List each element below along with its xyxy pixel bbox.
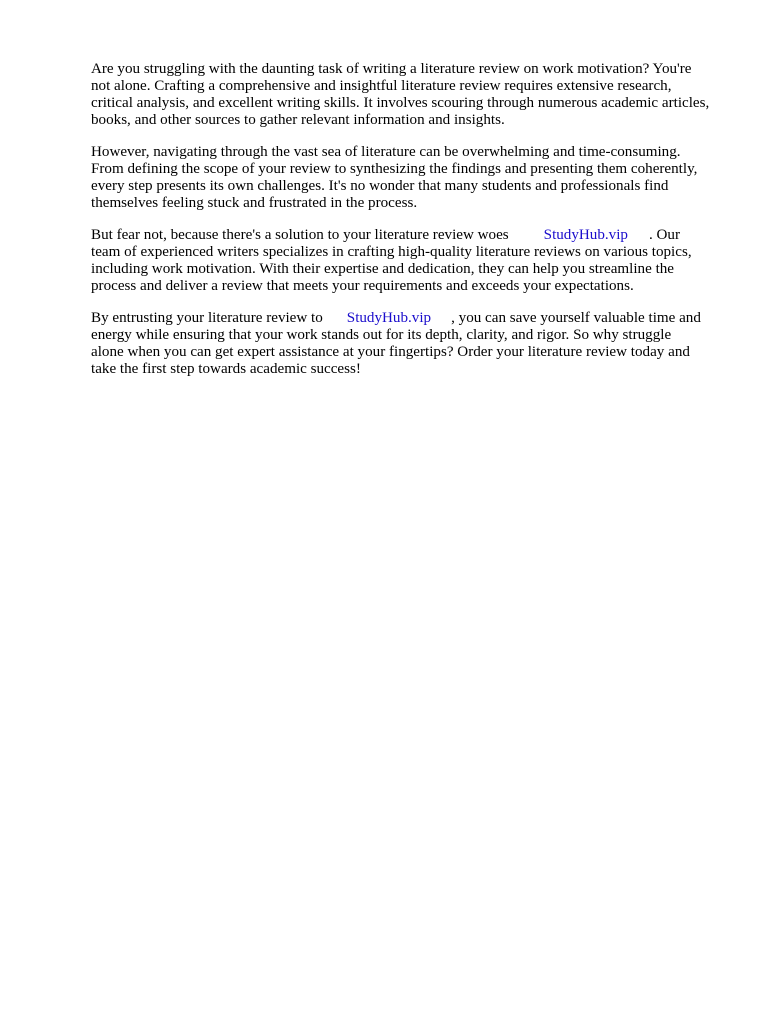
paragraph-challenges: [91, 144, 731, 212]
text-line: books, and other sources to gather relevant information and insights.: [91, 112, 505, 128]
text-segment: , you can save yourself valuable time and: [451, 310, 701, 326]
text-segment: But fear not, because there's a solution to your literature review woes: [91, 227, 509, 243]
document-page: [91, 61, 731, 393]
text-line: From defining the scope of your review to synthesizing the findings and presenting them coherently,: [91, 161, 698, 177]
text-line-with-link: [91, 310, 731, 327]
text-line: not alone. Crafting a comprehensive and insightful literature review requires extensive research,: [91, 78, 672, 94]
text-segment: . Our: [648, 227, 680, 243]
text-line: critical analysis, and excellent writing skills. It involves scouring through numerous academic articles,: [91, 95, 710, 111]
text-line: themselves feeling stuck and frustrated in the process.: [91, 195, 418, 211]
studyhub-link[interactable]: StudyHub.vip: [543, 227, 628, 243]
paragraph-intro: [91, 61, 731, 129]
text-line: team of experienced writers specializes in crafting high-quality literature reviews on various topics,: [91, 244, 692, 260]
paragraph-solution: [91, 227, 731, 295]
text-line: energy while ensuring that your work stands out for its depth, clarity, and rigor. So why struggle: [91, 327, 672, 343]
text-line-with-link: [91, 227, 731, 244]
paragraph-closing: [91, 310, 731, 378]
text-segment: By entrusting your literature review to: [91, 310, 323, 326]
text-line: However, navigating through the vast sea of literature can be overwhelming and time-consuming.: [91, 144, 681, 160]
text-line: Are you struggling with the daunting task of writing a literature review on work motivation? You're: [91, 61, 692, 77]
text-line: process and deliver a review that meets your requirements and exceeds your expectations.: [91, 278, 634, 294]
text-line: every step presents its own challenges. It's no wonder that many students and professionals find: [91, 178, 669, 194]
studyhub-link[interactable]: StudyHub.vip: [346, 310, 432, 326]
text-line: take the first step towards academic success!: [91, 361, 361, 377]
text-line: alone when you can get expert assistance at your fingertips? Order your literature review today and: [91, 344, 690, 360]
text-line: including work motivation. With their expertise and dedication, they can help you streamline the: [91, 261, 675, 277]
